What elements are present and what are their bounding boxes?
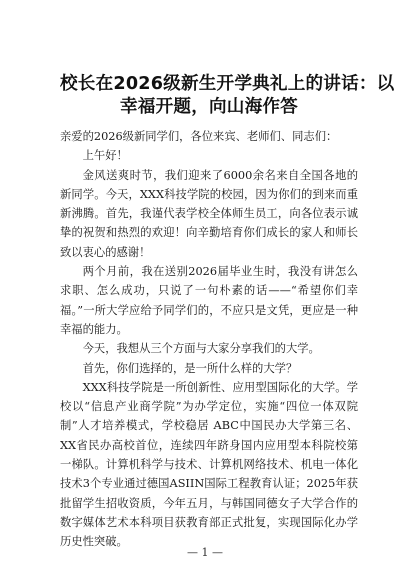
title-line-2: 幸福开题，向山海作答: [120, 97, 298, 117]
salutation: 亲爱的2026级新同学们，各位来宾、老师们、同志们：: [60, 130, 338, 143]
paragraph: 金风送爽时节，我们迎来了6000余名来自全国各地的新同学。今天，XXX科技学院的校园，因为你们的到来而重新沸腾。首先，我谨代表学校全体师生员工，向各位表示诚挚的祝贺和热烈的欢迎！向辛勤培育你们成长的家人和师长致以衷心的感谢！: [60, 168, 358, 259]
document-body: [60, 127, 358, 552]
page-number: — 1 —: [187, 546, 223, 559]
paragraph: 首先，你们选择的，是一所什么样的大学？: [82, 361, 298, 375]
title-line-1: 校长在2026级新生开学典礼上的讲话：以: [60, 74, 395, 94]
paragraph: XXX科技学院是一所创新性、应用型国际化的大学。学校以“信息产业商学院”为办学定位，实施“四位一体双院制”人才培养模式，学校稳居 ABC中国民办大学第三名、XX省民办高校首位，连续四年跻身国内应用型本科院校第一梯队。计算机科学与技术、计算机网络技术、机电一体化技术3个专业通过德国ASIIN国际工程教育认证；2025年获批留学生招收资质，今年五月，与韩国同德女子大学合作的数字媒体艺术本科项目获教育部正式批复，实现国际化办学历史性突破。: [60, 380, 358, 549]
greeting: 上午好！: [82, 149, 128, 163]
document-title: [60, 73, 395, 119]
paragraph: 今天，我想从三个方面与大家分享我们的大学。: [82, 342, 320, 356]
paragraph: 两个月前，我在送别2026届毕业生时，我没有讲怎么求职、怎么成功，只说了一句朴素的话——“希望你们幸福。”一所大学应给予同学们的，不应只是文凭，更应是一种幸福的能力。: [60, 265, 358, 336]
